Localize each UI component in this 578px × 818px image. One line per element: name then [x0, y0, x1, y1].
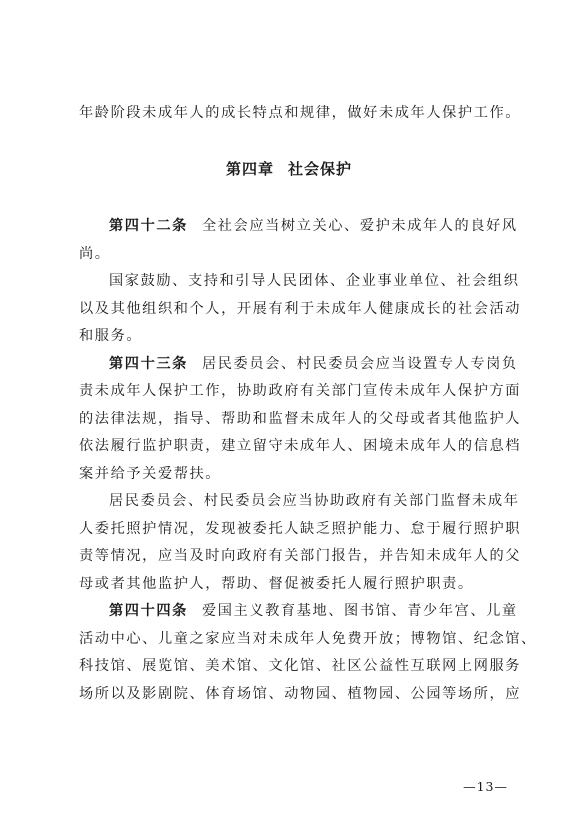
paragraph-line: 案并给予关爱帮扶。: [79, 465, 222, 482]
paragraph-line: 居民委员会、村民委员会应当协助政府有关部门监督未成年: [109, 493, 520, 509]
continuation-line: 年龄阶段未成年人的成长特点和规律，做好未成年人保护工作。: [79, 105, 522, 121]
paragraph-line: 尚。: [79, 245, 111, 262]
article-42-paragraph-2: [79, 268, 522, 351]
line-text: 爱国主义教育基地、图书馆、青少年宫、儿童: [201, 603, 518, 619]
article-label: 第四十二条: [109, 218, 188, 234]
article-42-paragraph: [79, 213, 518, 268]
paragraph-line: [79, 351, 518, 379]
paragraph-line: 责等情况，应当及时向政府有关部门报告，并告知未成年人的父: [79, 548, 522, 564]
paragraph-line: [79, 213, 518, 241]
paragraph-line: 依法履行监护职责，建立留守未成年人、困境未成年人的信息档: [79, 438, 522, 454]
article-label: 第四十四条: [109, 603, 188, 619]
chapter-heading: [0, 158, 578, 179]
chapter-title: 社会保护: [288, 160, 353, 178]
article-body: [79, 213, 537, 708]
continuation-paragraph: [79, 100, 522, 128]
article-43-paragraph-2: [79, 488, 522, 598]
paragraph-line: 人委托照护情况，发现被委托人缺乏照护能力、怠于履行照护职: [79, 520, 522, 537]
paragraph-line: 科技馆、展览馆、美术馆、文化馆、社区公益性互联网上网服务: [79, 658, 522, 674]
page-number: —13—: [463, 779, 508, 794]
paragraph-line: 的法律法规，指导、帮助和监督未成年人的父母或者其他监护人: [79, 410, 522, 427]
paragraph-line: [79, 598, 518, 626]
paragraph-line: 责未成年人保护工作，协助政府有关部门宣传未成年人保护方面: [79, 383, 522, 399]
paragraph-line: 和服务。: [79, 328, 143, 344]
article-44-paragraph: [79, 598, 537, 708]
paragraph-line: 国家鼓励、支持和引导人民团体、企业事业单位、社会组织: [109, 273, 520, 289]
article-label: 第四十三条: [109, 355, 188, 372]
chapter-number: 第四章: [225, 160, 274, 178]
line-text: 居民委员会、村民委员会应当设置专人专岗负: [201, 355, 518, 372]
article-43-paragraph: [79, 351, 522, 489]
paragraph-line: 活动中心、儿童之家应当对未成年人免费开放；博物馆、纪念馆、: [79, 630, 537, 647]
paragraph-line: 以及其他组织和个人，开展有利于未成年人健康成长的社会活动: [79, 300, 522, 317]
paragraph-line: 母或者其他监护人，帮助、督促被委托人履行照护职责。: [79, 575, 474, 592]
paragraph-line: 场所以及影剧院、体育场馆、动物园、植物园、公园等场所，应: [79, 685, 522, 702]
line-text: 全社会应当树立关心、爱护未成年人的良好风: [201, 218, 518, 234]
